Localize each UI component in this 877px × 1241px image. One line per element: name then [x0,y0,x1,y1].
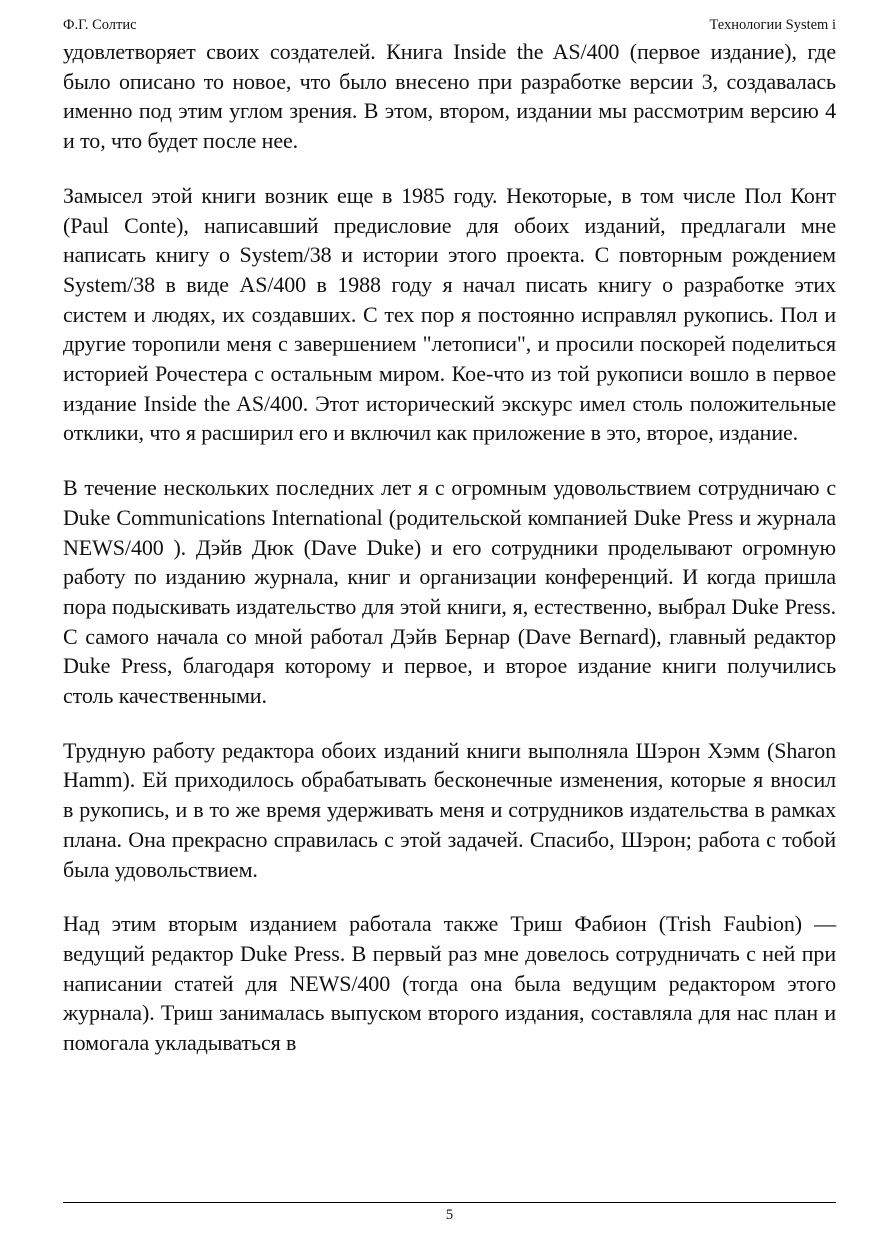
paragraph-continuation: удовлетворяет своих создателей. Книга Inside the AS/400 (первое издание), где было описано то новое, что было внесено при разработке версии 3, создавалась именно под этим углом зрения. В этом, втором, издании мы рассмотрим версию 4 и то, что будет после нее. [63,39,836,154]
header-author: Ф.Г. Солтис [63,17,137,33]
page-body [63,37,836,1083]
header-book-title: Технологии System i [709,17,836,33]
page-number: 5 [445,1207,454,1223]
paragraph-sharon-hamm: Трудную работу редактора обоих изданий книги выполняла Шэрон Хэмм (Sharon Hamm). Ей приходилось обрабатывать бесконечные изменения, которые я вносил в рукопись, и в то же время удерживать меня и сотрудников издательства в рамках плана. Она прекрасно справилась с этой задачей. Спасибо, Шэрон; работа с тобой была удовольствием. [63,737,836,882]
paragraph-book-origin: Замысел этой книги возник еще в 1985 году. Некоторые, в том числе Пол Конт (Paul Conte), написавший предисловие для обоих изданий, предлагали мне написать книгу о System/38 и истории этого проекта. С повторным рождением System/38 в виде AS/400 в 1988 году я начал писать книгу о разработке этих систем и людях, их создавших. С тех пор я постоянно исправлял рукопись. Пол и другие торопили меня с завершением "летописи", и просили поскорей поделиться историей Рочестера с остальным миром. Кое-что из той рукописи вошло в первое издание Inside the AS/400. Этот исторический экскурс имел столь положительные отклики, что я расширил его и включил как приложение в это, второе, издание. [63,182,836,446]
page-header [63,16,836,34]
paragraph-trish-faubion: Над этим вторым изданием работала также Триш Фабион (Trish Faubion) — ведущий редактор Duke Press. В первый раз мне довелось сотрудничать с ней при написании статей для NEWS/400 (тогда она была ведущим редактором этого журнала). Триш занималась выпуском второго издания, составляла для нас план и помогала укладываться в [63,911,836,1056]
footer-divider [63,1202,836,1203]
paragraph-duke-communications: В течение нескольких последних лет я с огромным удовольствием сотрудничаю с Duke Communications International (родительской компанией Duke Press и журнала NEWS/400 ). Дэйв Дюк (Dave Duke) и его сотрудники проделывают огромную работу по изданию журнала, книг и организации конференций. И когда пришла пора подыскивать издательство для этой книги, я, естественно, выбрал Duke Press. С самого начала со мной работал Дэйв Бернар (Dave Bernard), главный редактор Duke Press, благодаря которому и первое, и второе издание книги получились столь качественными. [63,475,836,709]
